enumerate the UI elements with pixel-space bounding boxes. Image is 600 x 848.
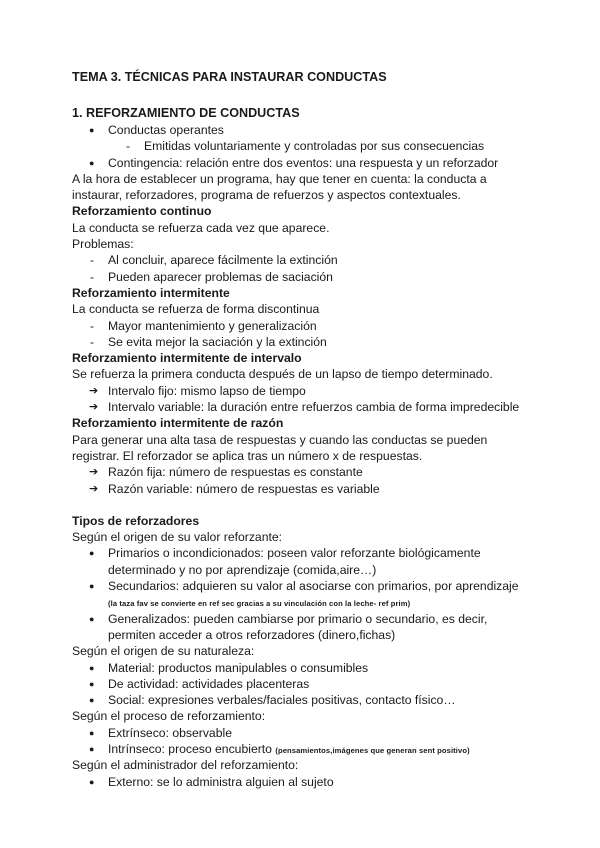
list-item <box>72 481 532 497</box>
list-item <box>72 578 532 594</box>
subheading-continuo: Reforzamiento continuo <box>72 204 212 219</box>
paragraph-line: Según el origen de su valor reforzante: <box>72 530 283 545</box>
list-item-text: Se evita mejor la saciación y la extinción <box>108 334 327 349</box>
list-item <box>72 399 532 415</box>
paragraph-line: A la hora de establecer un programa, hay que tener en cuenta: la conducta a <box>72 171 487 186</box>
dash-marker: - <box>90 334 95 349</box>
list-item <box>72 741 532 757</box>
list-item-continuation <box>72 627 532 643</box>
dash-marker: - <box>90 253 95 268</box>
bullet-marker: ● <box>89 678 95 689</box>
list-item-text: determinado y no por aprendizaje (comida,aire…) <box>108 562 377 577</box>
list-item <box>72 692 532 708</box>
paragraph-line: Problemas: <box>72 237 134 252</box>
list-item-text: Pueden aparecer problemas de saciación <box>108 269 333 284</box>
note-text: (la taza fav se convierte en ref sec gracias a su vinculación con la leche- ref prim) <box>108 599 411 609</box>
list-item <box>72 155 532 171</box>
bullet-marker: ● <box>89 125 95 135</box>
list-item <box>72 383 532 399</box>
arrow-marker: ➔ <box>89 482 99 495</box>
bullet-marker: ● <box>89 581 95 592</box>
list-item-text: Intrínseco: proceso encubierto <box>108 741 272 756</box>
section-heading-reforzamiento: 1. REFORZAMIENTO DE CONDUCTAS <box>72 106 300 120</box>
spacer <box>72 497 532 513</box>
list-item-text: Mayor mantenimiento y generalización <box>108 318 317 333</box>
bullet-marker: ● <box>89 695 95 706</box>
list-item-text: Al concluir, aparece fácilmente la extinción <box>108 253 338 268</box>
arrow-marker: ➔ <box>89 401 99 414</box>
note-text: (pensamientos,imágenes que generan sent positivo) <box>275 745 470 755</box>
dash-marker: - <box>126 139 131 154</box>
list-item-text: Contingencia: relación entre dos eventos: una respuesta y un reforzador <box>108 155 499 170</box>
paragraph-line: Según el origen de su naturaleza: <box>72 644 255 659</box>
bullet-marker: ● <box>89 662 95 673</box>
subheading-intermitente: Reforzamiento intermitente <box>72 285 230 300</box>
paragraph-line: Para generar una alta tasa de respuestas y cuando las conductas se pueden <box>72 432 488 447</box>
paragraph-line: La conducta se refuerza de forma discontinua <box>72 302 320 317</box>
list-item-text: Extrínseco: observable <box>108 725 232 740</box>
paragraph-line: Según el administrador del reforzamiento: <box>72 758 299 773</box>
list-item <box>72 464 532 480</box>
list-item <box>72 334 532 350</box>
list-item-text: Primarios o incondicionados: poseen valor reforzante biológicamente <box>108 546 481 561</box>
bullet-marker: ● <box>89 727 95 738</box>
document-body <box>72 69 532 790</box>
bullet-marker: ● <box>89 157 95 168</box>
list-item-text: Social: expresiones verbales/faciales positivas, contacto físico… <box>108 693 456 708</box>
bullet-marker: ● <box>89 548 95 559</box>
paragraph-line: registrar. El reforzador se aplica tras un número x de respuestas. <box>72 448 423 463</box>
list-item-note <box>72 594 532 610</box>
list-item <box>72 252 532 268</box>
paragraph-line: La conducta se refuerza cada vez que aparece. <box>72 220 330 235</box>
list-item <box>72 725 532 741</box>
bullet-marker: ● <box>89 743 95 754</box>
list-item-text: Razón fija: número de respuestas es constante <box>108 465 363 480</box>
list-item <box>72 774 532 790</box>
list-item-text: Secundarios: adquieren su valor al asociarse con primarios, por aprendizaje <box>108 579 519 594</box>
list-item-text: Emitidas voluntariamente y controladas por sus consecuencias <box>144 139 485 154</box>
list-item-text: Material: productos manipulables o consumibles <box>108 660 369 675</box>
list-item <box>72 138 532 154</box>
list-item-text: Razón variable: número de respuestas es variable <box>108 481 380 496</box>
arrow-marker: ➔ <box>89 384 99 397</box>
list-item <box>72 122 532 138</box>
subheading-razon: Reforzamiento intermitente de razón <box>72 416 284 431</box>
list-item-text: De actividad: actividades placenteras <box>108 676 310 691</box>
list-item <box>72 318 532 334</box>
dash-marker: - <box>90 269 95 284</box>
list-item-text: Generalizados: pueden cambiarse por primario o secundario, es decir, <box>108 611 488 626</box>
list-item-text: permiten acceder a otros reforzadores (dinero,fichas) <box>108 627 396 642</box>
paragraph-line: Se refuerza la primera conducta después de un lapso de tiempo determinado. <box>72 367 493 382</box>
list-item <box>72 269 532 285</box>
list-item <box>72 676 532 692</box>
list-item-text: Externo: se lo administra alguien al sujeto <box>108 774 334 789</box>
list-item-text: Intervalo fijo: mismo lapso de tiempo <box>108 383 306 398</box>
list-item-continuation <box>72 562 532 578</box>
subheading-intervalo: Reforzamiento intermitente de intervalo <box>72 351 302 366</box>
paragraph-line: instaurar, reforzadores, programa de refuerzos y aspectos contextuales. <box>72 188 461 203</box>
list-item <box>72 611 532 627</box>
dash-marker: - <box>90 318 95 333</box>
list-item <box>72 660 532 676</box>
page-title: TEMA 3. TÉCNICAS PARA INSTAURAR CONDUCTAS <box>72 70 387 84</box>
list-item-text: Intervalo variable: la duración entre refuerzos cambia de forma impredecible <box>108 400 520 415</box>
list-item <box>72 545 532 561</box>
list-item-text: Conductas operantes <box>108 123 224 137</box>
bullet-marker: ● <box>89 776 95 787</box>
subheading-tipos: Tipos de reforzadores <box>72 513 200 528</box>
bullet-marker: ● <box>89 613 95 624</box>
arrow-marker: ➔ <box>89 466 99 479</box>
paragraph-line: Según el proceso de reforzamiento: <box>72 709 266 724</box>
